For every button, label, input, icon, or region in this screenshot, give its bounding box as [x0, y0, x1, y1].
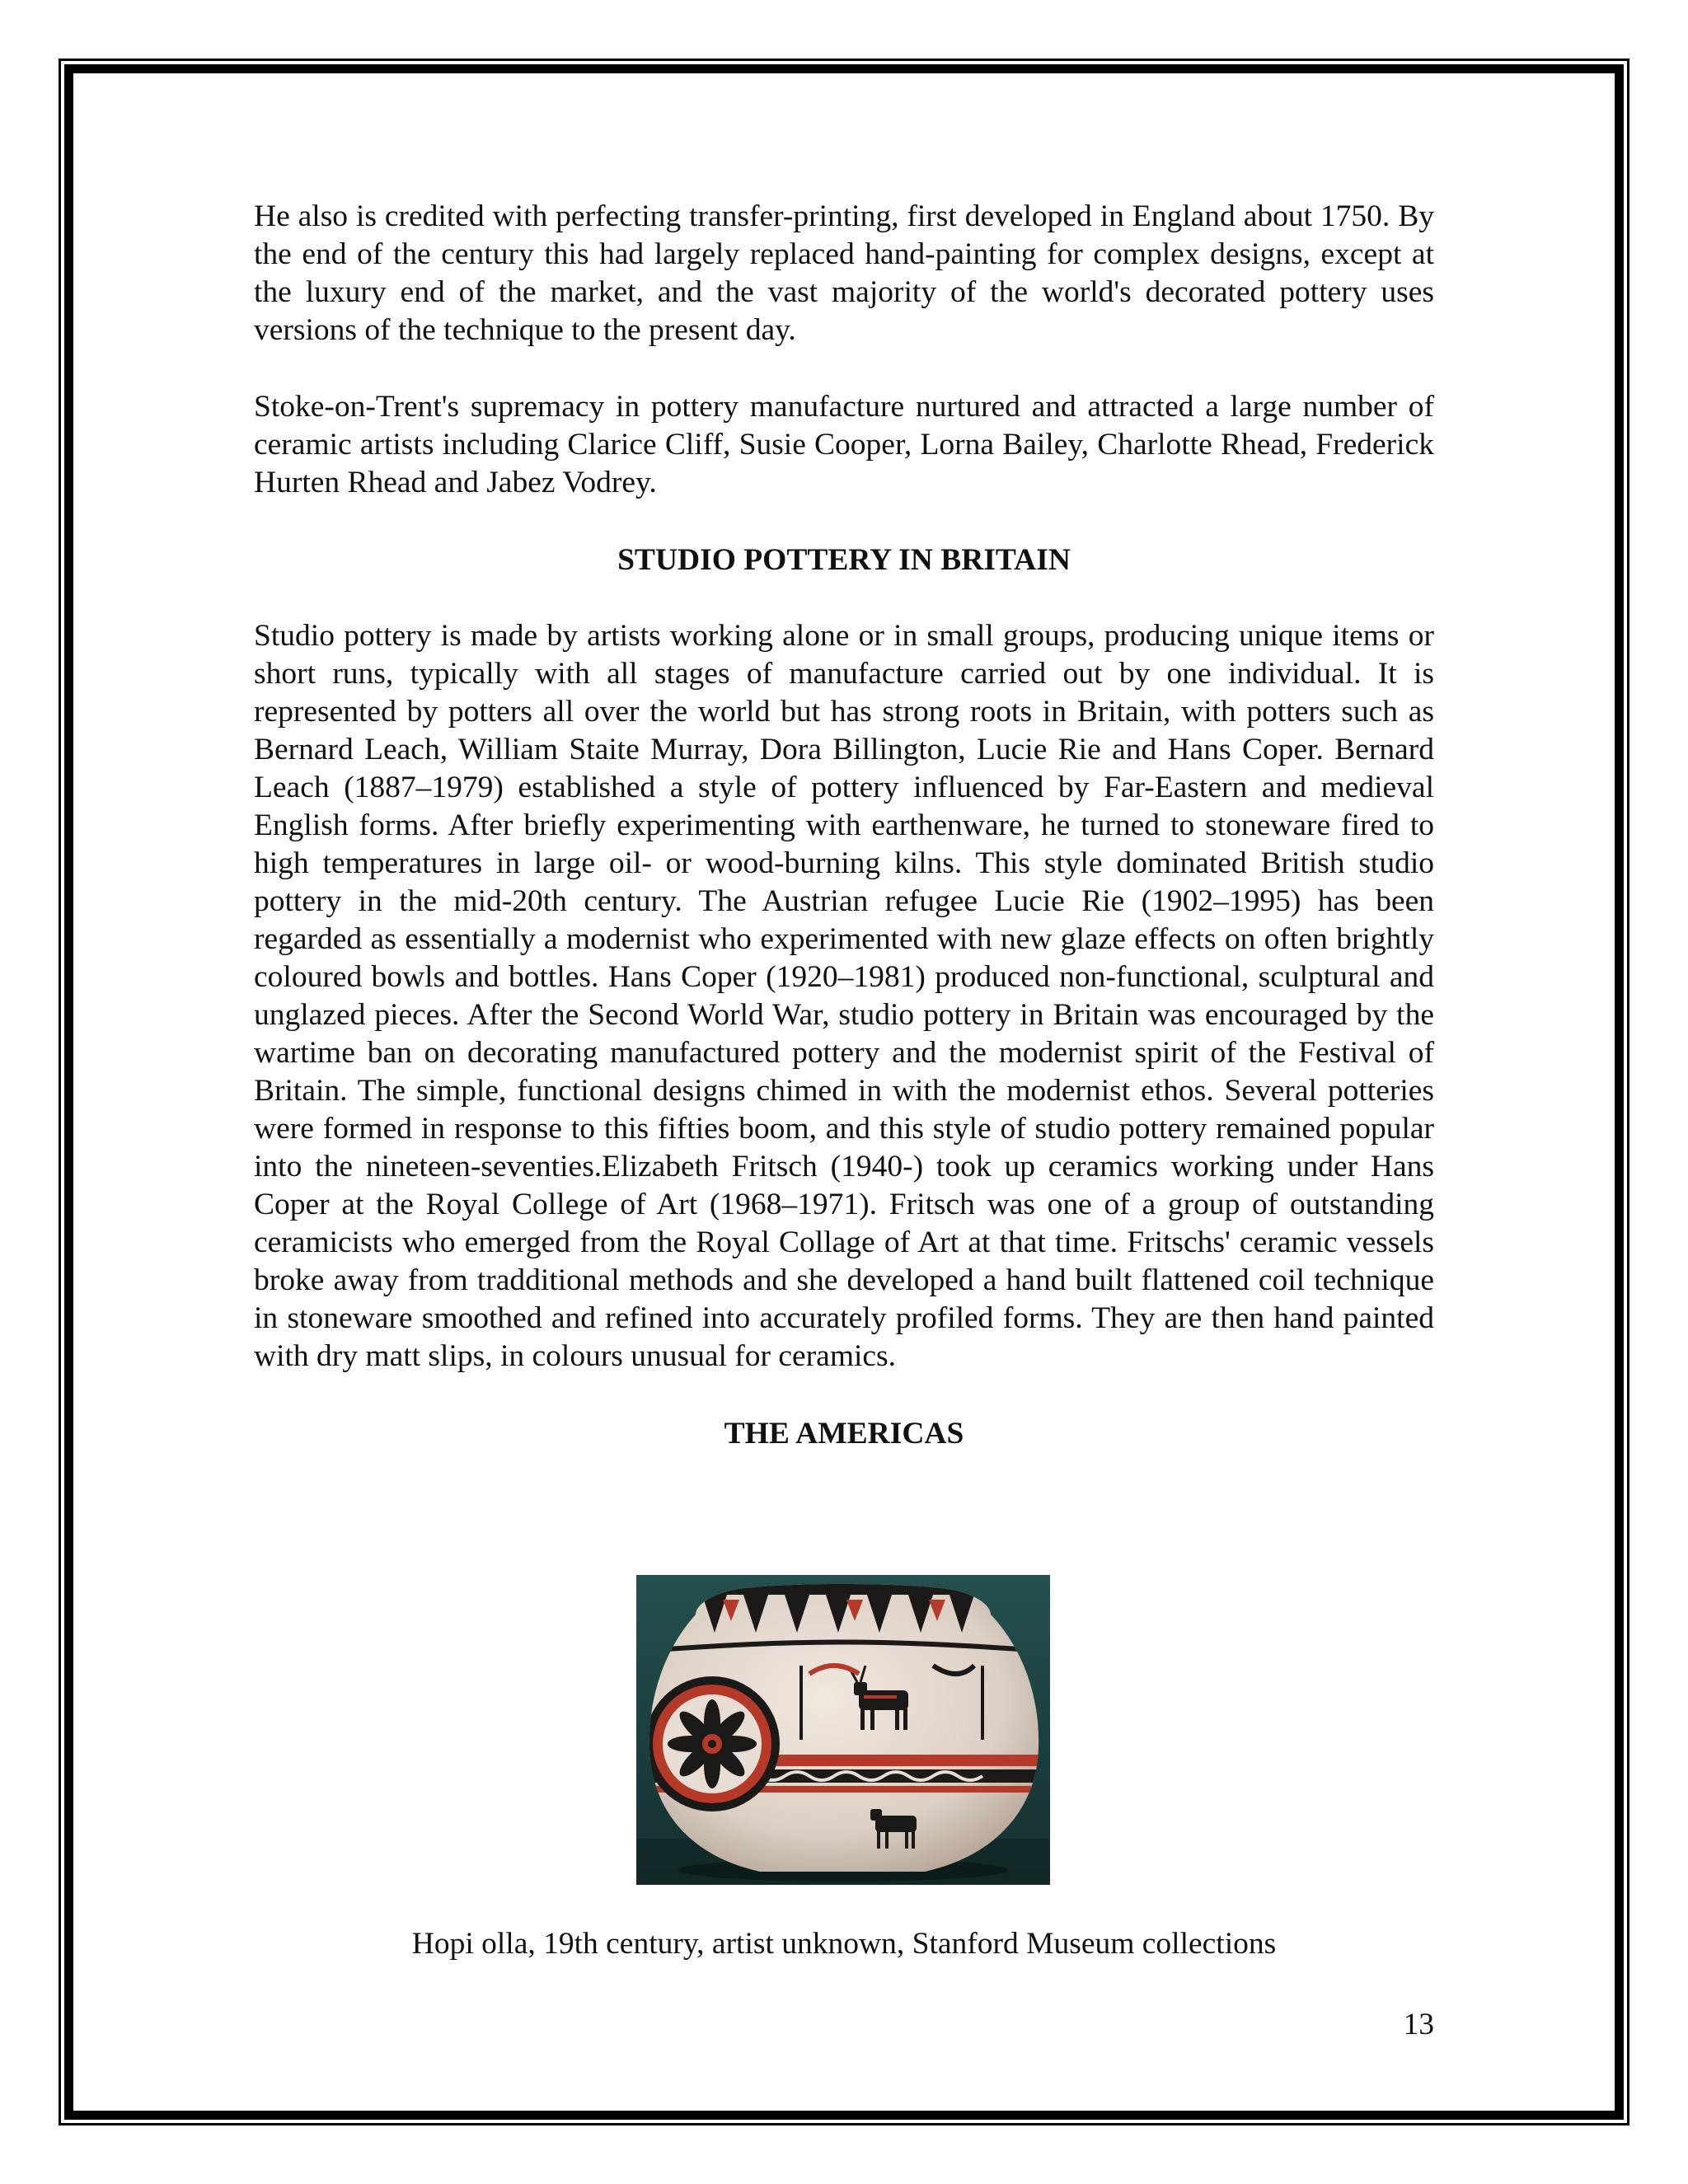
paragraph-studio-pottery: Studio pottery is made by artists working alone or in small groups, producing unique items or short runs, typically with all stages of manufacture carried out by one individual. It is represented by potters all over the world but has strong roots in Britain, with potters such as Bernard Leach, William Staite Murray, Dora Billington, Lucie Rie and Hans Coper. Bernard Leach (1887–1979) established a style of pottery influenced by Far-Eastern and medieval English forms. After briefly experimenting with earthenware, he turned to stoneware fired to high temperatures in large oil- or wood-burning kilns. This style dominated British studio pottery in the mid-20th century. The Austrian refugee Lucie Rie (1902–1995) has been regarded as essentially a modernist who experimented with new glaze effects on often brightly coloured bowls and bottles. Hans Coper (1920–1981) produced non-functional, sculptural and unglazed pieces. After the Second World War, studio pottery in Britain was encouraged by the wartime ban on decorating manufactured pottery and the modernist spirit of the Festival of Britain. The simple, functional designs chimed in with the modernist ethos. Several potteries were formed in response to this fifties boom, and this style of studio pottery remained popular into the nineteen-seventies.Elizabeth Fritsch (1940-) took up ceramics working under Hans Coper at the Royal College of Art (1968–1971). Fritsch was one of a group of outstanding ceramicists who emerged from the Royal Collage of Art at that time. Fritschs' ceramic vessels broke away from tradditional methods and she developed a hand built flattened coil technique in stoneware smoothed and refined into accurately profiled forms. They are then hand painted with dry matt slips, in colours unusual for ceramics.	[254, 619, 1434, 1373]
paragraph-stoke-on-trent: Stoke-on-Trent's supremacy in pottery manufacture nurtured and attracted a large number of ceramic artists including Clarice Cliff, Susie Cooper, Lorna Bailey, Charlotte Rhead, Frederick Hurten Rhead and Jabez Vodrey.	[254, 390, 1434, 499]
page-content	[254, 198, 1434, 1491]
paragraph-transfer-printing: He also is credited with perfecting transfer-printing, first developed in England about 1750. By the end of the century this had largely replaced hand-painting for complex designs, except at the luxury end of the market, and the vast majority of the world's decorated pottery uses versions of the technique to the present day.	[254, 199, 1434, 347]
hopi-olla-photo	[636, 1575, 1050, 1885]
page-number: 13	[1403, 2008, 1434, 2041]
heading-americas: THE AMERICAS	[724, 1417, 964, 1451]
heading-studio-pottery: STUDIO POTTERY IN BRITAIN	[617, 543, 1071, 577]
figure-caption: Hopi olla, 19th century, artist unknown, Stanford Museum collections	[411, 1927, 1277, 1961]
hopi-olla-illustration	[636, 1575, 1050, 1885]
